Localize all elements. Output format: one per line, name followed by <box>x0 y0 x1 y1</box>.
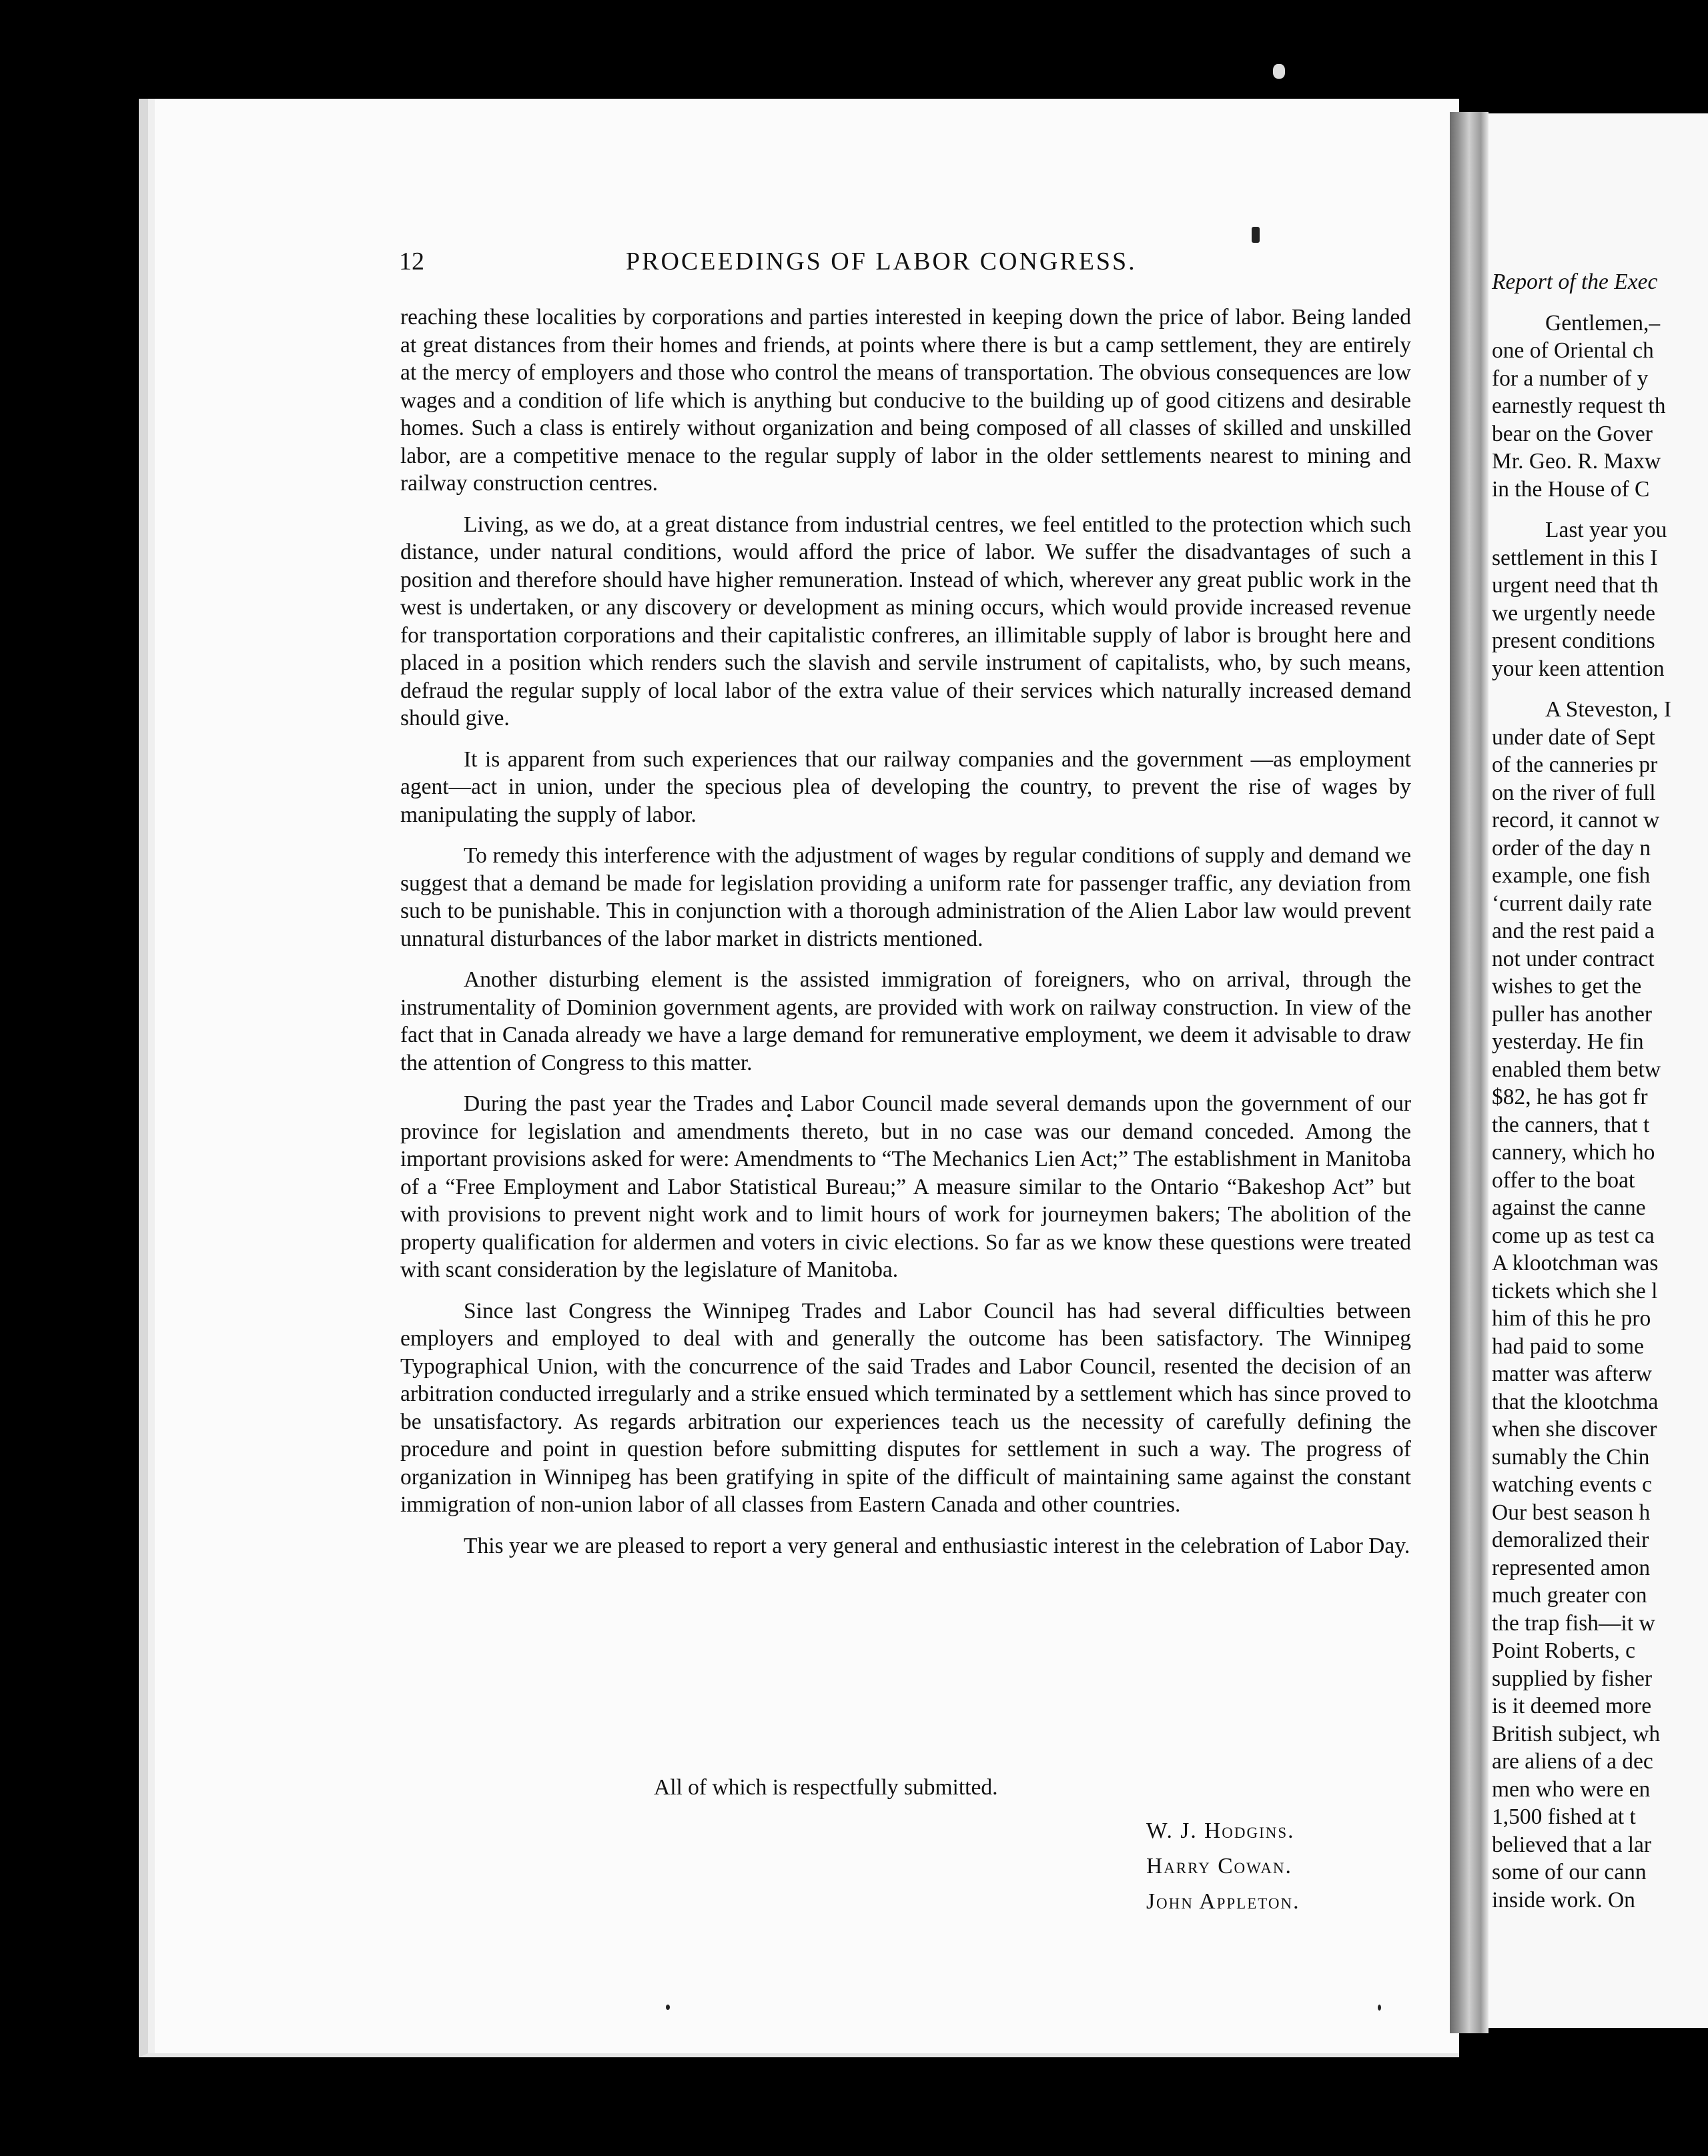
scan-speck <box>666 2005 670 2010</box>
running-head <box>399 247 1446 287</box>
right-page-line: A Steveston, I <box>1545 697 1671 722</box>
right-page-line: order of the day n <box>1492 835 1651 861</box>
right-page-line: Last year you <box>1545 518 1667 542</box>
right-page-line: when she discover <box>1492 1417 1657 1442</box>
right-page-line: Point Roberts, c <box>1492 1638 1635 1663</box>
paragraph: Another disturbing element is the assisted immigration of foreigners, who on arrival, through the instrumentality of Dominion government agents, are provided with work on railway construction. In view of the fact that in Canada already we have a large demand for remunerative employment, we deem it advisable to draw the attention of Congress to this matter. <box>400 967 1411 1075</box>
scan-speck <box>1252 227 1260 243</box>
paragraph: reaching these localities by corporations and parties interested in keeping down the price of labor. Being landed at great distances from their homes and friends, at points where there is but a camp settlement, they are entirely at the mercy of employers and those who control the means of transportation. The obvious consequences are low wages and a condition of life which is anything but conducive to the building up of good citizens and desirable homes. Such a class is entirely without organization and being composed of all classes of skilled and unskilled labor, are a competitive menace to the regular supply of labor in the older settlements nearest to mining and railway construction centres. <box>400 305 1411 496</box>
right-page-line: and the rest paid a <box>1492 919 1655 943</box>
page-number: 12 <box>399 247 424 276</box>
right-page-line: under date of Sept <box>1492 724 1655 750</box>
signature: Harry Cowan. <box>1146 1854 1292 1878</box>
right-page-line: earnestly request th <box>1492 394 1666 418</box>
right-page-line: British subject, wh <box>1492 1721 1661 1746</box>
paragraph: This year we are pleased to report a very general and enthusiastic interest in the celebration of Labor Day. <box>464 1533 1410 1558</box>
right-page-line: in the House of C <box>1492 476 1650 502</box>
signature-block <box>1146 1813 1300 1919</box>
right-page-line: A klootchman was <box>1492 1251 1659 1275</box>
paragraph-gap <box>1492 503 1708 516</box>
right-page-line: present conditions <box>1492 628 1655 653</box>
right-page-line: example, one fish <box>1492 863 1651 888</box>
right-page-line: record, it cannot w <box>1492 808 1660 833</box>
right-page-text <box>1492 268 1708 1914</box>
right-page-line: men who were en <box>1492 1776 1651 1802</box>
right-page-line: one of Oriental ch <box>1492 338 1654 363</box>
right-page-line: the trap fish—it w <box>1492 1610 1655 1636</box>
paragraph: To remedy this interference with the adjustment of wages by regular conditions of supply and demand we suggest that a demand be made for legislation providing a uniform rate for passenger traffic, any deviation from such to be punishable. This in conjunction with a thorough administration of the Alien Labor law would prevent unnatural disturbances of the labor market in districts mentioned. <box>400 843 1411 951</box>
right-page-line: believed that a lar <box>1492 1832 1652 1857</box>
right-page-line: demoralized their <box>1492 1528 1649 1552</box>
right-page-line: some of our cann <box>1492 1860 1647 1884</box>
right-page-line: are aliens of a dec <box>1492 1749 1653 1774</box>
paragraph-gap <box>1492 682 1708 696</box>
right-page-line: your keen attention <box>1492 656 1665 681</box>
right-page-line: on the river of full <box>1492 780 1656 805</box>
paragraph: Since last Congress the Winnipeg Trades and Labor Council has had several difficulties between employers and employed to deal with and generally the outcome has been satisfactory. The Winnipeg Typographical Union, with the concurrence of the said Trades and Labor Council, resented the decision of an arbitration conducted irregularly and a strike ensued which terminated by a settlement which has since proved to be unsatisfactory. As regards arbitration our experiences teach us the necessity of carefully defining the procedure and point in question before submitting disputes for settlement in such a way. The progress of organization in Winnipeg has been gratifying in spite of the difficult of maintaining same against the constant immigration of non-union labor of all classes from Eastern Canada and other countries. <box>400 1298 1411 1517</box>
right-page-line: supplied by fisher <box>1492 1666 1653 1691</box>
right-page-line: ‘current daily rate <box>1492 891 1652 916</box>
right-page-line: watching events c <box>1492 1472 1652 1497</box>
right-page-line: tickets which she l <box>1492 1278 1658 1303</box>
scan-speck <box>1273 64 1285 79</box>
right-page-line: of the canneries pr <box>1492 752 1658 777</box>
right-page-line: yesterday. He fin <box>1492 1029 1644 1054</box>
right-page-line: Mr. Geo. R. Maxw <box>1492 449 1661 474</box>
right-page-heading: Report of the Exec <box>1492 270 1658 294</box>
right-page-line: puller has another <box>1492 1001 1652 1027</box>
right-page <box>1488 113 1708 2028</box>
running-title: PROCEEDINGS OF LABOR CONGRESS. <box>626 247 1137 276</box>
right-page-line: matter was afterw <box>1492 1362 1652 1386</box>
right-page-line: we urgently neede <box>1492 600 1655 626</box>
right-page-line: wishes to get the <box>1492 974 1642 999</box>
body-text <box>400 304 1411 1573</box>
right-page-line: offer to the boat <box>1492 1167 1635 1193</box>
right-page-line: represented amon <box>1492 1555 1651 1580</box>
right-page-line: cannery, which ho <box>1492 1140 1655 1165</box>
paragraph: During the past year the Trades and Labor Council made several demands upon the government of our province for legislation and amendments thereto, but in no case was our demand conceded. Among the important provisions asked for were: Amendments to “The Mechanics Lien Act;” The establishment in Manitoba of a “Free Employment and Labor Statistical Bureau;” A measure similar to the Ontario “Bakeshop Act” but with provisions to prevent night work and to limit hours of work for journeymen bakers; The abolition of the property qualification for aldermen and voters in civic elections. So far as we know these questions were treated with scant consideration by the legislature of Manitoba. <box>400 1091 1411 1282</box>
right-page-line: Our best season h <box>1492 1500 1651 1525</box>
right-page-line: is it deemed more <box>1492 1694 1652 1718</box>
right-page-line: sumably the Chin <box>1492 1444 1650 1470</box>
right-page-line: enabled them betw <box>1492 1057 1661 1082</box>
signature: W. J. Hodgins. <box>1146 1818 1295 1843</box>
paragraph: It is apparent from such experiences that our railway companies and the government —as employment agent—act in union, under the specious plea of developing the country, to prevent the rise of wages by manipulating the supply of labor. <box>400 746 1411 827</box>
signature: John Appleton. <box>1146 1889 1300 1914</box>
right-page-line: settlement in this I <box>1492 545 1658 570</box>
right-page-line: Gentlemen,– <box>1545 310 1661 336</box>
closing-line: All of which is respectfully submitted. <box>654 1775 998 1800</box>
right-page-line: for a number of y <box>1492 366 1649 391</box>
scan-speck <box>1378 2005 1381 2011</box>
right-page-line: inside work. On <box>1492 1887 1635 1913</box>
right-page-line: urgent need that th <box>1492 573 1659 598</box>
right-page-line: bear on the Gover <box>1492 421 1653 446</box>
right-page-line: $82, he has got fr <box>1492 1085 1648 1109</box>
paragraph: Living, as we do, at a great distance from industrial centres, we feel entitled to the protection which such distance, under natural conditions, would afford the price of labor. We suffer the disadvantages of such a position and therefore should have higher remuneration. Instead of which, wherever any great public work in the west is undertaken, or any discovery or development as mining occurs, which would provide increased revenue for transportation corporations and their capitalistic confreres, an illimitable supply of labor is brought here and placed in a position which renders such the slavish and servile instrument of capitalists, who, by such means, defraud the regular supply of local labor of the extra value of their services which naturally increased demand should give. <box>400 512 1411 730</box>
book-gutter <box>1450 112 1488 2033</box>
right-page-line: come up as test ca <box>1492 1223 1655 1248</box>
right-page-line: had paid to some <box>1492 1333 1644 1359</box>
right-page-line: much greater con <box>1492 1583 1647 1608</box>
right-page-line: 1,500 fished at t <box>1492 1804 1636 1829</box>
right-page-line: that the klootchma <box>1492 1389 1659 1414</box>
right-page-line: the canners, that t <box>1492 1112 1650 1137</box>
right-page-line: against the canne <box>1492 1195 1646 1220</box>
right-page-line: not under contract <box>1492 946 1655 971</box>
right-page-line: him of this he pro <box>1492 1306 1651 1331</box>
